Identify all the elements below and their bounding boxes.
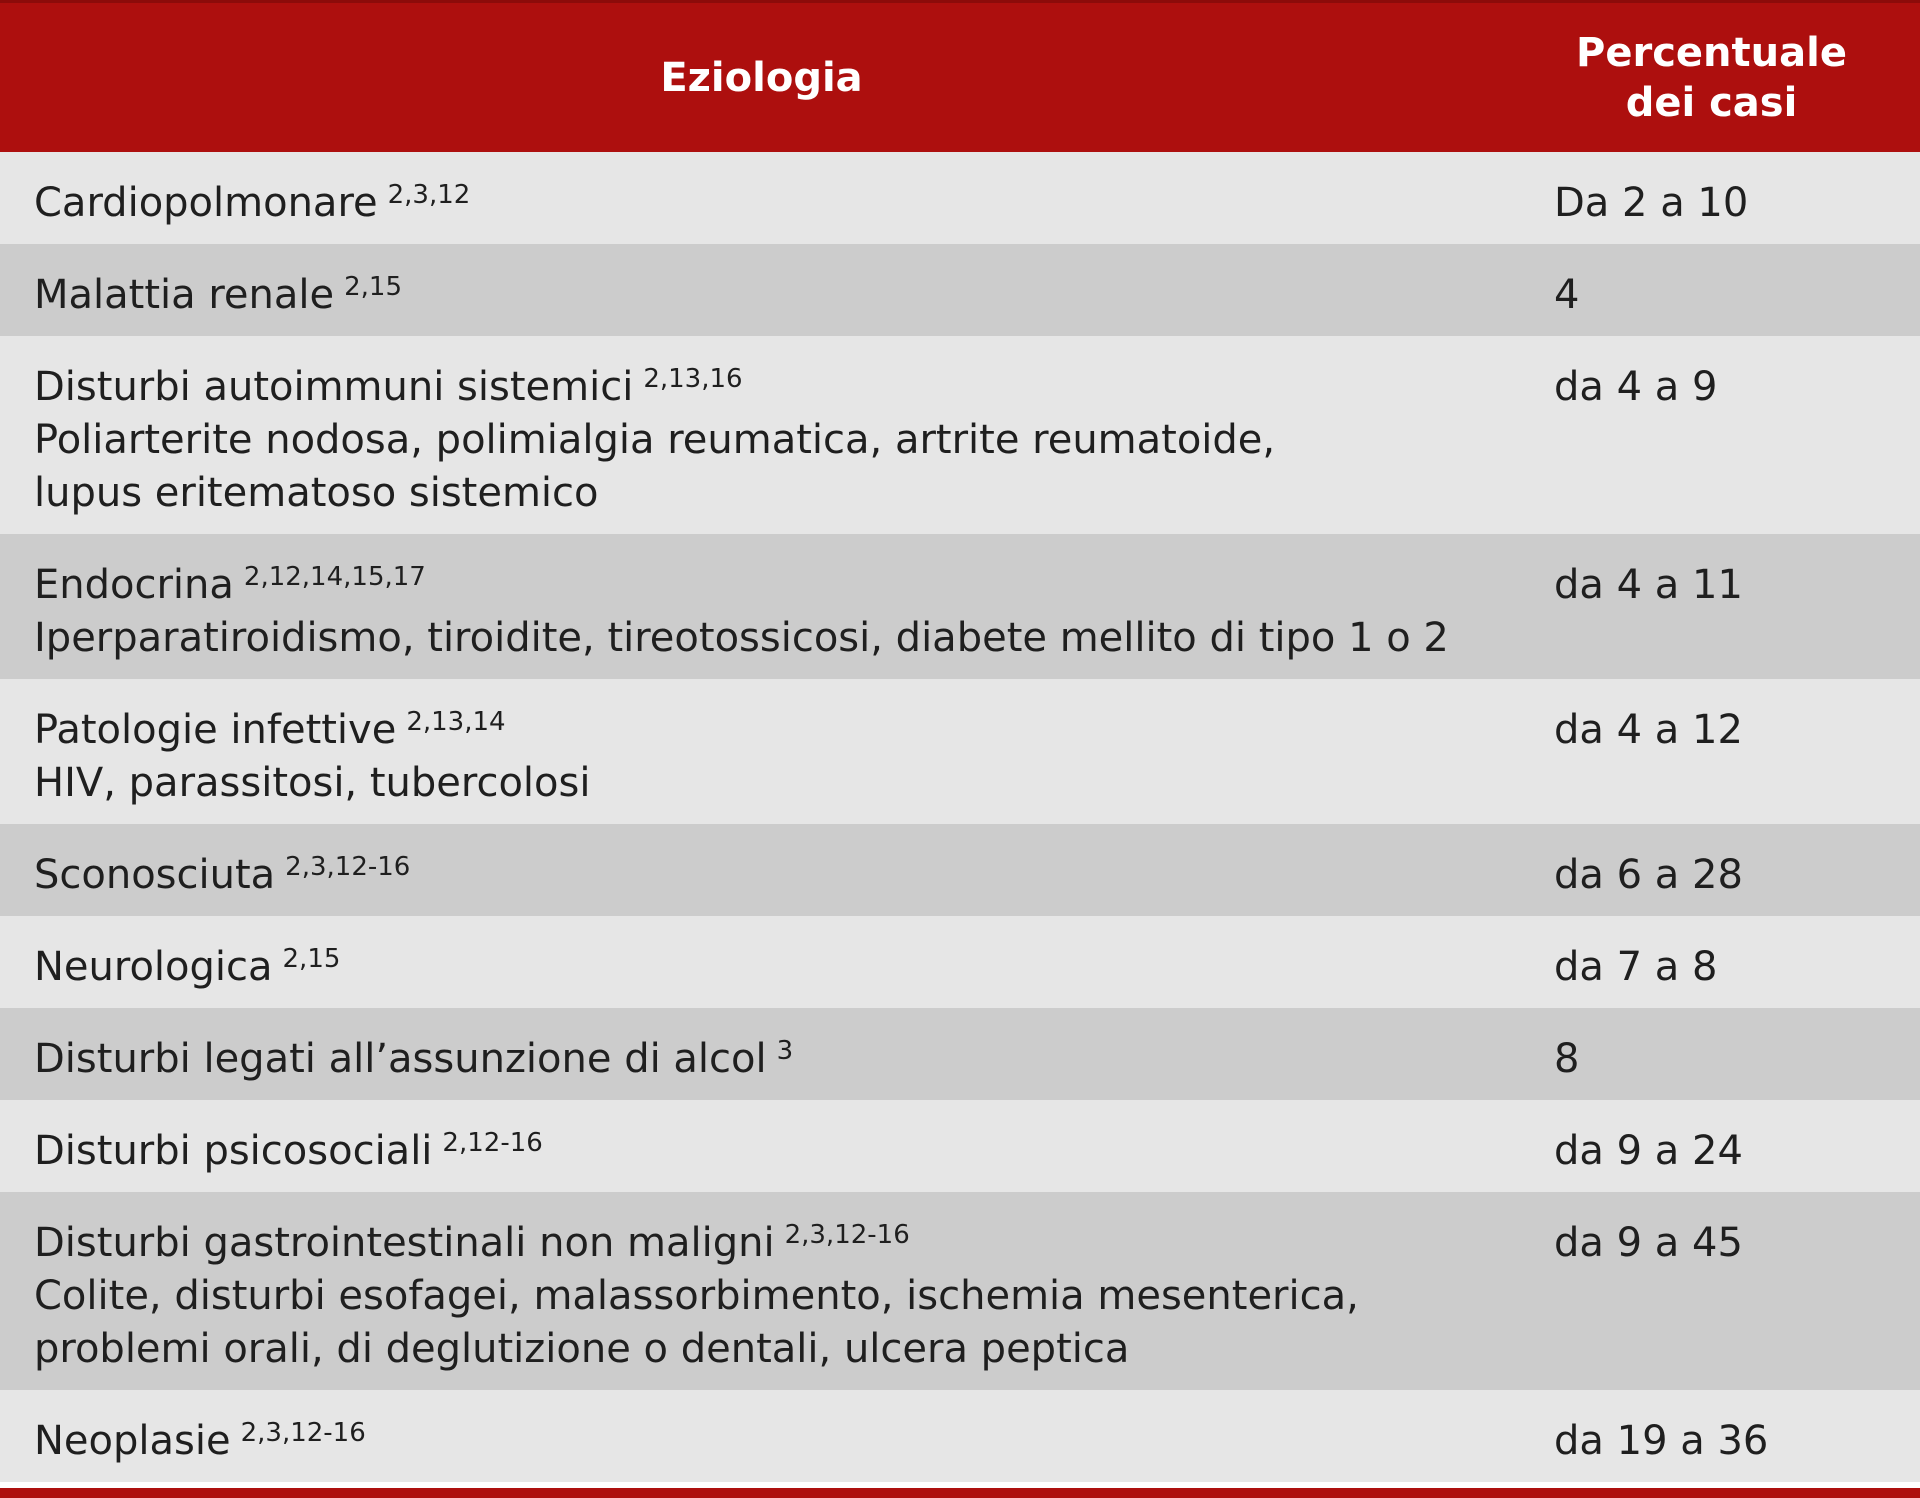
reference-superscript: 2,12-16: [442, 1128, 543, 1158]
etiology-name: Neurologica: [34, 944, 273, 990]
table-row: [0, 534, 1920, 679]
table-row: [0, 679, 1920, 824]
percentage-cell: Da 2 a 10: [1554, 180, 1749, 226]
etiology-detail: Colite, disturbi esofagei, malassorbimento, ischemia mesenterica, problemi orali, di deglutizione o dentali, ulcera peptica: [34, 1273, 1359, 1372]
percentage-cell: 4: [1554, 272, 1580, 318]
etiology-name: Sconosciuta: [34, 852, 276, 898]
etiology-cell: [0, 559, 1520, 679]
etiology-cell: [0, 704, 1520, 824]
reference-superscript: 2,12,14,15,17: [243, 562, 426, 592]
etiology-cell: [0, 361, 1520, 534]
etiology-name: Malattia renale: [34, 272, 335, 318]
etiology-cell: [0, 1217, 1520, 1390]
percentage-cell: da 7 a 8: [1554, 944, 1718, 990]
etiology-cell: [0, 1033, 1520, 1100]
table-row: [0, 1192, 1920, 1390]
etiology-name: Neoplasie: [34, 1418, 231, 1464]
etiology-detail: Poliarterite nodosa, polimialgia reumatica, artrite reumatoide, lupus eritematoso sistemico: [34, 417, 1276, 516]
reference-superscript: 2,3,12-16: [285, 852, 411, 882]
header-etiology: Eziologia: [660, 54, 863, 101]
header-percentage-line2: dei casi: [1625, 79, 1798, 126]
percentage-cell: da 19 a 36: [1554, 1418, 1769, 1464]
reference-superscript: 2,3,12: [387, 180, 471, 210]
etiology-name: Cardiopolmonare: [34, 180, 378, 226]
reference-superscript: 2,3,12-16: [784, 1220, 910, 1250]
table-row: [0, 1008, 1920, 1100]
percentage-cell: da 4 a 12: [1554, 707, 1743, 753]
reference-superscript: 3: [776, 1036, 794, 1066]
reference-superscript: 2,15: [282, 944, 341, 974]
reference-superscript: 2,3,12-16: [240, 1418, 366, 1448]
table-row: [0, 336, 1920, 534]
etiology-name: Patologie infettive: [34, 707, 397, 753]
etiology-cell: [0, 941, 1520, 1008]
table-row: [0, 152, 1920, 244]
percentage-cell: 8: [1554, 1036, 1580, 1082]
percentage-cell: da 6 a 28: [1554, 852, 1743, 898]
header-percentage-line1: Percentuale: [1576, 29, 1847, 76]
etiology-cell: [0, 1415, 1520, 1482]
etiology-cell: [0, 269, 1520, 336]
table-row: [0, 824, 1920, 916]
etiology-name: Disturbi psicosociali: [34, 1128, 433, 1174]
percentage-cell: da 9 a 24: [1554, 1128, 1743, 1174]
table-header: [0, 0, 1920, 152]
percentage-cell: da 9 a 45: [1554, 1220, 1743, 1266]
table-row: [0, 1100, 1920, 1192]
etiology-name: Disturbi autoimmuni sistemici: [34, 364, 634, 410]
percentage-cell: da 4 a 11: [1554, 562, 1743, 608]
header-percentage: [1523, 28, 1920, 128]
etiology-name: Endocrina: [34, 562, 234, 608]
etiology-cell: [0, 849, 1520, 916]
table-row: [0, 1390, 1920, 1482]
etiology-cell: [0, 177, 1520, 244]
etiology-name: Disturbi legati all’assunzione di alcol: [34, 1036, 767, 1082]
table-row: [0, 916, 1920, 1008]
percentage-cell: da 4 a 9: [1554, 364, 1718, 410]
etiology-name: Disturbi gastrointestinali non maligni: [34, 1220, 775, 1266]
reference-superscript: 2,13,16: [643, 364, 743, 394]
table-row: [0, 244, 1920, 336]
etiology-detail: Iperparatiroidismo, tiroidite, tireotossicosi, diabete mellito di tipo 1 o 2: [34, 615, 1449, 661]
etiology-cell: [0, 1125, 1520, 1192]
reference-superscript: 2,15: [344, 272, 403, 302]
etiology-detail: HIV, parassitosi, tubercolosi: [34, 760, 591, 806]
table-bottom-border: [0, 1488, 1920, 1498]
reference-superscript: 2,13,14: [406, 707, 506, 737]
